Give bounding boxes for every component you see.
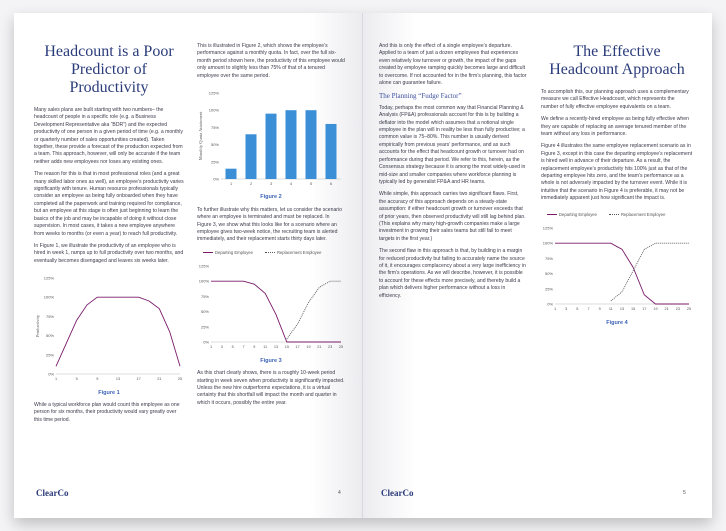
x-tick-label: 5 bbox=[309, 182, 313, 187]
left-page bbox=[14, 13, 363, 518]
y-tick-label: 0% bbox=[203, 339, 209, 345]
y-tick-label: 75% bbox=[544, 255, 553, 261]
y-tick-label: 25% bbox=[200, 324, 209, 330]
x-tick-label: 3 bbox=[220, 345, 223, 350]
page-number: 4 bbox=[338, 490, 341, 496]
y-tick-label: 75% bbox=[210, 124, 219, 130]
y-tick-label: 125% bbox=[208, 90, 219, 96]
y-tick-label: 0% bbox=[213, 176, 219, 182]
y-tick-label: 50% bbox=[544, 271, 553, 277]
left-col2-intro: This is illustrated in Figure 2, which shows the employee’s performance against a monthly quota. In fact, over the full six-month period shown here, the productivity of this employee would only amount to slightly less than 75% of that of a tenured employee over the same period. bbox=[197, 43, 345, 79]
figure-1-chart bbox=[34, 274, 184, 384]
bar bbox=[266, 114, 277, 179]
clearco-logo: ClearCo bbox=[381, 488, 414, 498]
figure-1-caption: Figure 1 bbox=[98, 389, 120, 396]
x-tick-label: 11 bbox=[263, 345, 268, 350]
figure-3-chart bbox=[197, 262, 345, 352]
y-tick-label: 100% bbox=[43, 294, 54, 300]
clearco-logo: ClearCo bbox=[36, 488, 69, 498]
y-tick-label: 100% bbox=[198, 278, 209, 284]
right-col2-paragraph-3: Figure 4 illustrates the same employee replacement scenario as in Figure 3, except in this case the departing employee’s replacement is hired well in advance of their departure. As a result, the replacement employee’s productivity hits 100% just as that of the departing employee hits zero, and the team’s performance as a whole is not adversely impacted by the turnover event. While it is intuitive that the scenario in Figure 4 is preferable, it may not be immediately apparent just how significant the impact is. bbox=[541, 143, 693, 202]
bar bbox=[326, 124, 337, 179]
series-line-replacement-employee bbox=[611, 243, 689, 301]
x-tick-label: 3 bbox=[269, 182, 273, 187]
y-tick-label: 125% bbox=[43, 275, 54, 281]
x-tick-label: 1 bbox=[553, 307, 557, 312]
left-column-2 bbox=[197, 43, 345, 412]
series-line-departing-employee bbox=[211, 281, 341, 342]
series-line-replacement-employee bbox=[287, 281, 341, 339]
brochure-spread bbox=[14, 13, 712, 518]
figure-4-legend bbox=[541, 211, 693, 218]
left-col2-mid: To further illustrate why this matters, let us consider the scenario where an employee is terminated and must be replaced. In Figure 3, we show what this looks like for a scenario where an employee gives two-week notice, the recruiting team is alerted immediately, and their replacement starts thirty days later. bbox=[197, 206, 342, 243]
y-axis-label: Monthly Quota Attainment bbox=[198, 111, 203, 161]
x-tick-label: 9 bbox=[598, 307, 601, 312]
x-tick-label: 25 bbox=[686, 307, 692, 312]
left-col2-after: As this chart clearly shows, there is a roughly 10-week period starting in week seven when productivity is significantly impacted. Unless the new hire outperforms expectations, it is a virtual certainty that this shortfall will impact the month and quarter in which it occurs, possibly the entire year. bbox=[197, 370, 345, 406]
bar bbox=[226, 169, 237, 179]
figure-2-caption: Figure 2 bbox=[260, 194, 282, 201]
left-paragraph-1: Many sales plans are built starting with two numbers– the headcount of people in a specific role (e.g. a Business Development Representative aka “BDR”) and the expected productivity of one person in a given period of time (e.g. a monthly or quarterly number of sales opportunities created). Taken together, these provide a forecast of the production expected from a team. This approach, however, will only be accurate if the team neither adds new employees nor loses any existing ones. bbox=[34, 107, 183, 165]
x-tick-label: 13 bbox=[619, 307, 625, 312]
x-tick-label: 17 bbox=[295, 345, 300, 350]
bar bbox=[286, 110, 297, 179]
page-number: 5 bbox=[683, 490, 686, 496]
x-tick-label: 9 bbox=[253, 345, 256, 350]
x-tick-label: 1 bbox=[54, 377, 58, 382]
y-tick-label: 125% bbox=[542, 225, 553, 231]
figure-4-caption: Figure 4 bbox=[606, 319, 628, 326]
figure-4-chart bbox=[541, 224, 693, 314]
x-tick-label: 19 bbox=[653, 307, 658, 312]
x-tick-label: 15 bbox=[284, 345, 289, 350]
bar bbox=[246, 134, 257, 179]
y-tick-label: 50% bbox=[210, 142, 219, 148]
y-tick-label: 75% bbox=[200, 294, 209, 300]
left-paragraph-2: The reason for this is that in most professional roles (and a great many skilled labor ones as well), an employee’s productivity varies significantly with tenure. Human resource professionals typically consider an employee as being fully onboarded when they have completed all the paperwork and training required for compliance, but an employee at this stage is often just beginning to learn the basics of the job and may be incapable of doing it without close supervision. In most cases, it takes a new employee anywhere from weeks to months (or even a year) to reach full productivity. bbox=[34, 171, 184, 237]
legend-replacement: Replacement Employee bbox=[265, 249, 321, 256]
x-tick-label: 21 bbox=[317, 345, 322, 350]
x-tick-label: 11 bbox=[608, 307, 613, 312]
x-tick-label: 23 bbox=[328, 345, 333, 350]
x-tick-label: 2 bbox=[249, 182, 253, 187]
y-tick-label: 25% bbox=[210, 159, 219, 165]
x-tick-label: 1 bbox=[209, 345, 213, 350]
right-col2-paragraph-1: To accomplish this, our planning approach uses a complementary measure we call Effective Headcount, which represents the number of fully effective employee equivalents on a team. bbox=[541, 89, 689, 110]
y-tick-label: 0% bbox=[547, 301, 553, 307]
x-tick-label: 9 bbox=[96, 377, 99, 382]
series-line-departing-employee bbox=[555, 243, 689, 304]
right-col1-intro: And this is only the effect of a single employee’s departure. Applied to a team of just a dozen employees that experiences even relatively low turnover or growth, the impact of the gaps created by employee ramping quickly becomes large and difficult to overcome. If not accounted for in the firm’s planning, this factor alone can guarantee failure. bbox=[379, 43, 527, 87]
x-tick-label: 19 bbox=[306, 345, 311, 350]
y-tick-label: 0% bbox=[48, 371, 54, 377]
left-paragraph-4: While a typical workforce plan would count this employee as one person for six months, their productivity would vary greatly over this time period. bbox=[34, 401, 180, 423]
right-col2-paragraph-2: We define a recently-hired employee as being fully effective when they are capable of replacing an average tenured member of the team without any loss in performance. bbox=[541, 116, 689, 138]
x-tick-label: 5 bbox=[75, 377, 78, 382]
figure-3-caption: Figure 3 bbox=[260, 357, 282, 364]
legend-departing: Departing Employee bbox=[203, 249, 253, 256]
x-tick-label: 7 bbox=[242, 345, 245, 350]
x-tick-label: 25 bbox=[338, 345, 344, 350]
x-tick-label: 6 bbox=[329, 182, 333, 187]
y-tick-label: 100% bbox=[208, 107, 219, 113]
y-tick-label: 25% bbox=[45, 352, 54, 358]
legend-departing: Departing Employee bbox=[547, 211, 597, 218]
left-paragraph-3: In Figure 1, we illustrate the productivity of an employee who is hired in week 1, ramps up to full productivity over two months, and eventually becomes disengaged and leaves six weeks later. bbox=[34, 242, 184, 264]
y-tick-label: 50% bbox=[45, 333, 54, 339]
bar bbox=[306, 110, 317, 179]
x-tick-label: 25 bbox=[177, 377, 183, 382]
x-tick-label: 17 bbox=[136, 377, 141, 382]
left-title: Headcount is a Poor Predictor of Productivity bbox=[44, 43, 174, 96]
y-tick-label: 25% bbox=[544, 286, 553, 292]
x-tick-label: 4 bbox=[289, 182, 293, 187]
y-tick-label: 75% bbox=[45, 314, 54, 320]
x-tick-label: 15 bbox=[631, 307, 636, 312]
figure-3-legend bbox=[197, 249, 345, 256]
left-column-1 bbox=[34, 43, 184, 429]
x-tick-label: 5 bbox=[576, 307, 579, 312]
x-tick-label: 23 bbox=[675, 307, 680, 312]
right-paragraph-3: The second flaw in this approach is that, by building in a margin for reduced productivity but failing to accurately name the source of it, it encourages complacency about a very large inefficiency in the firm’s operations. As we will describe, however, it is possible to account for these effects more precisely, and thereby build a plan which delivers higher performance without a loss in efficiency. bbox=[379, 248, 526, 299]
y-tick-label: 125% bbox=[198, 263, 209, 269]
y-axis-label: Productivity bbox=[35, 315, 40, 338]
legend-replacement: Replacement Employee bbox=[609, 211, 665, 218]
right-title: The Effective Headcount Approach bbox=[549, 43, 685, 78]
figure-2-chart bbox=[197, 89, 345, 189]
y-tick-label: 50% bbox=[200, 309, 209, 315]
y-tick-label: 100% bbox=[542, 240, 553, 246]
right-column-2 bbox=[541, 43, 693, 332]
x-tick-label: 3 bbox=[565, 307, 568, 312]
right-column-1 bbox=[379, 43, 527, 305]
right-page bbox=[363, 13, 712, 518]
x-tick-label: 13 bbox=[273, 345, 279, 350]
x-tick-label: 7 bbox=[587, 307, 590, 312]
x-tick-label: 21 bbox=[664, 307, 669, 312]
right-paragraph-1: Today, perhaps the most common way that Financial Planning & Analysis (FP&A) professionals account for this is by building a deflator into the model which assumes that a notional single employee in the plan will in reality be less than fully productive; a common value is 75–80%. This number is usually derived empirically from previous years’ performance, and as such accounts for the effect that headcount growth or turnover had on performance during that period. We refer to this, herein, as the Consensus strategy because it is among the most widely-used in mid-size and smaller companies where workforce planning is typically led by generalist FP&A and HR teams. bbox=[379, 104, 526, 185]
x-tick-label: 17 bbox=[642, 307, 647, 312]
fudge-factor-heading: The Planning “Fudge Factor” bbox=[379, 92, 462, 101]
x-tick-label: 1 bbox=[229, 182, 233, 187]
x-tick-label: 5 bbox=[231, 345, 234, 350]
right-paragraph-2: While simple, this approach carries two significant flaws. First, the accuracy of this approach depends on a steady-state assumption: if either headcount growth or turnover exceeds that of prior years, then observed productivity will still lag behind plan. (This explains why many high-growth companies make a large investment in growing their sales teams but still fail to meet targets in the first year.) bbox=[379, 191, 526, 242]
series-line-0 bbox=[56, 297, 180, 366]
x-tick-label: 13 bbox=[115, 377, 121, 382]
x-tick-label: 21 bbox=[157, 377, 162, 382]
